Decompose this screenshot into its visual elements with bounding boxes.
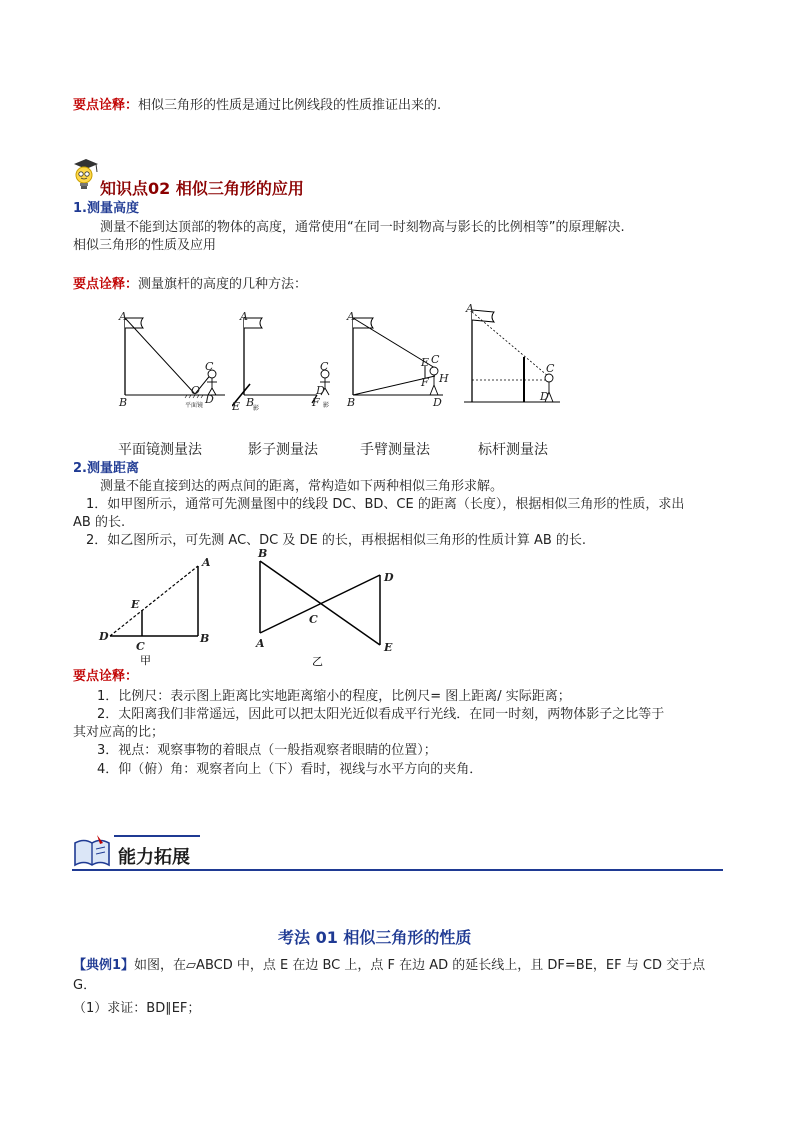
figure-yi: [250, 545, 400, 675]
label-O: O: [191, 384, 201, 397]
note-label: 要点诠释：: [73, 277, 139, 292]
measure-height-line2: 相似三角形的性质及应用: [73, 238, 217, 253]
note-3-item-2-cont: 其对应高的比；: [73, 725, 165, 740]
example-tag: 【典例1】: [73, 958, 135, 973]
mirror-method-figure: [115, 310, 225, 415]
label-E: E: [131, 598, 140, 611]
ability-underline: [72, 869, 723, 871]
label-B: B: [119, 396, 128, 409]
label-E: E: [232, 400, 241, 413]
note-3-item-3: 3．视点：观察事物的着眼点（一般指观察者眼睛的位置）；: [97, 743, 437, 758]
label-A: A: [256, 637, 265, 650]
note-text: 测量旗杆的高度的几种方法：: [138, 277, 308, 292]
book-icon: [72, 833, 112, 869]
label-D: D: [433, 396, 442, 409]
note-3-item-1: 1．比例尺：表示图上距离比实地距离缩小的程度，比例尺= 图上距离/ 实际距离；: [97, 689, 571, 704]
label-B: B: [258, 547, 268, 560]
note-3-item-4: 4．仰（俯）角：观察者向上（下）看时，视线与水平方向的夹角．: [97, 762, 483, 777]
caption-jia: 甲: [140, 654, 151, 667]
caption-arm: 手臂测量法: [360, 442, 430, 458]
caption-pole: 标杆测量法: [478, 442, 548, 458]
label-F: F: [312, 396, 320, 409]
lightbulb-icon: [70, 158, 102, 194]
note-1: [73, 97, 441, 115]
label-E: E: [421, 356, 430, 369]
ability-title: 能力拓展: [118, 847, 190, 868]
label-D: D: [540, 390, 549, 403]
note-label: 要点诠释：: [73, 98, 139, 113]
label-C: C: [136, 640, 145, 653]
figure-jia: [96, 552, 216, 670]
label-C: C: [431, 353, 440, 366]
note-2: [73, 276, 307, 294]
label-A: A: [202, 556, 211, 569]
measure-distance-line1: 测量不能直接到达的两点间的距离，常构造如下两种相似三角形求解。: [100, 479, 504, 494]
label-B: B: [200, 632, 210, 645]
measure-height-heading: 1.测量高度: [73, 201, 139, 216]
label-D: D: [384, 571, 394, 584]
label-B: B: [347, 396, 356, 409]
label-A: A: [119, 310, 127, 323]
measure-height-line1: 测量不能到达顶部的物体的高度，通常使用“在同一时刻物高与影长的比例相等”的原理解决.: [100, 220, 625, 235]
label-A: A: [347, 310, 355, 323]
caption-shadow: 影子测量法: [248, 442, 318, 458]
caption-yi: 乙: [312, 655, 323, 668]
label-shadow-2: 影: [323, 402, 330, 409]
example-1-line3: （1）求证：BD∥EF；: [73, 1001, 201, 1016]
label-D: D: [205, 393, 214, 406]
label-D: D: [99, 630, 109, 643]
kp2-title: 知识点02 相似三角形的应用: [100, 179, 304, 198]
note-text: 相似三角形的性质是通过比例线段的性质推证出来的.: [138, 98, 442, 113]
label-B: B: [246, 396, 255, 409]
note-3-label: 要点诠释：: [73, 669, 139, 684]
ability-top-rule: [114, 835, 200, 837]
measure-distance-line3: AB 的长.: [73, 515, 126, 530]
label-mirror: 平面镜: [185, 402, 204, 409]
measure-distance-heading: 2.测量距离: [73, 461, 139, 476]
caption-mirror: 平面镜测量法: [118, 442, 202, 458]
example-text: 如图，在▱ABCD 中，点 E 在边 BC 上，点 F 在边 AD 的延长线上，且 DF=BE，EF 与 CD 交于点: [134, 958, 706, 973]
label-C: C: [205, 360, 214, 373]
shadow-method-figure: [232, 310, 342, 415]
measure-distance-line2: 1．如甲图所示，通常可先测量图中的线段 DC、BD、CE 的距离（长度），根据相似三角形的性质，求出: [86, 497, 685, 512]
label-A: A: [240, 310, 248, 323]
method-title: 考法 01 相似三角形的性质: [278, 928, 472, 947]
label-C: C: [546, 362, 555, 375]
label-A: A: [466, 302, 474, 315]
label-E: E: [384, 641, 393, 654]
pole-method-figure: [460, 302, 570, 414]
label-C: C: [309, 613, 318, 626]
note-3-item-2: 2．太阳离我们非常遥远，因此可以把太阳光近似看成平行光线．在同一时刻，两物体影子之比等于: [97, 707, 665, 722]
measure-distance-line4: 2．如乙图所示，可先测 AC、DC 及 DE 的长，再根据相似三角形的性质计算 AB 的长.: [86, 533, 587, 548]
label-C: C: [320, 360, 329, 373]
example-1-line2: G．: [73, 978, 97, 993]
label-shadow-1: 影: [253, 405, 260, 412]
label-H: H: [439, 372, 449, 385]
label-F: F: [421, 376, 429, 389]
arm-method-figure: [345, 310, 455, 415]
example-1-line1: [73, 957, 705, 975]
label-D: D: [316, 384, 325, 397]
